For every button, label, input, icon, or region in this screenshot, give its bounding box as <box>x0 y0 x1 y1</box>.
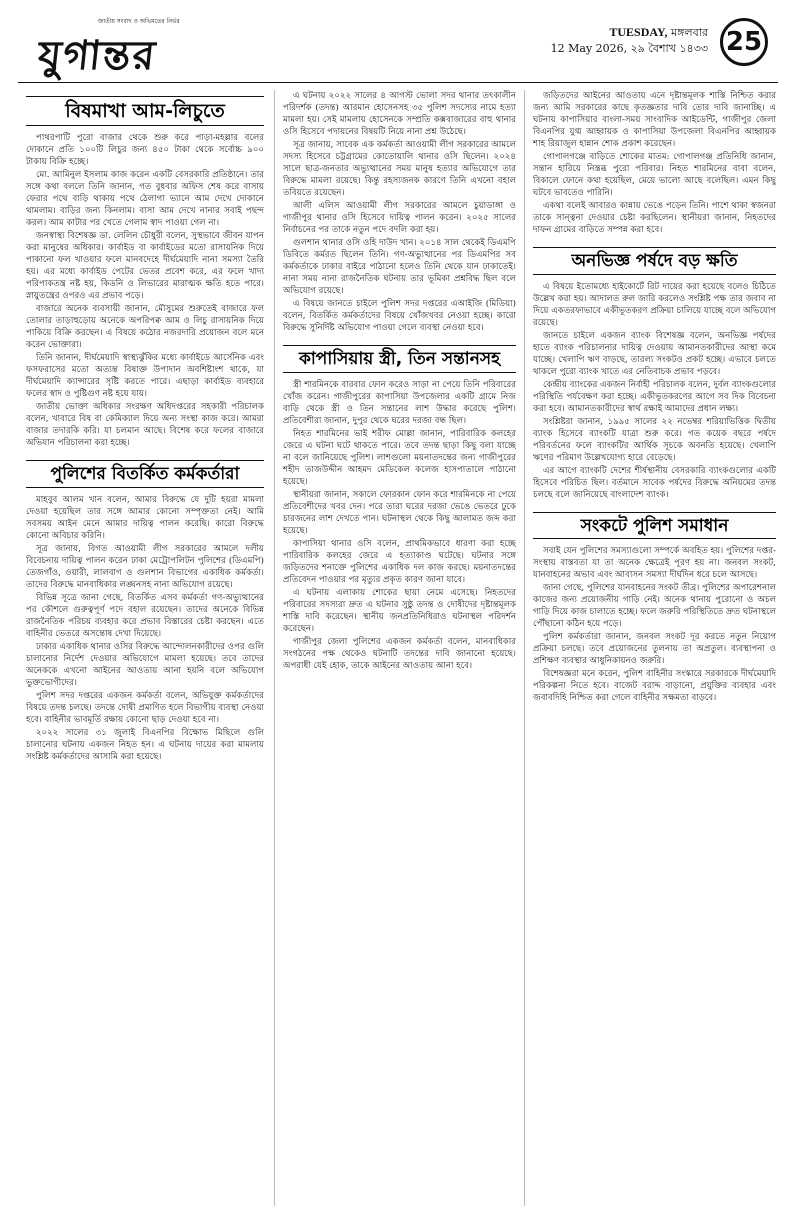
article-continued-body <box>283 90 516 334</box>
issue-date: 12 May 2026, ২৯ বৈশাখ ১৪৩৩ <box>550 42 708 55</box>
page-number-badge: 25 <box>720 18 768 66</box>
article-paragraph: স্ত্রী শারমিনকে বারবার ফোন করেও সাড়া না পেয়ে তিনি পরিবারের খোঁজ করেন। গাজীপুরের কাপাসিয়া উপজেলার একটি গ্রামে নিজ বাড়ি থেকে স্ত্রী ও তিন সন্তানের লাশ উদ্ধার করেছে পুলিশ। প্রতিবেশীরা জানান, দুপুর থেকে ঘরের দরজা বন্ধ ছিল। <box>283 379 516 426</box>
article-paragraph: নিহত শারমিনের ভাই শরীফ মোল্লা জানান, পারিবারিক কলহের জেরে এ ঘটনা ঘটে থাকতে পারে। তবে তদন্ত ছাড়া কিছু বলা যাচ্ছে না বলে জানিয়েছে পুলিশ। লাশগুলো ময়নাতদন্তের জন্য গাজীপুরের শহীদ তাজউদ্দীন আহমদ মেডিকেল কলেজ হাসপাতালে পাঠানো হয়েছে। <box>283 428 516 487</box>
article-paragraph: কেন্দ্রীয় ব্যাংকের একজন নির্বাহী পরিচালক বলেন, দুর্বল ব্যাংকগুলোর পরিস্থিতি পর্যবেক্ষণ করা হচ্ছে। একীভূতকরণের আগে সব দিক বিবেচনা করা হবে। আমানতকারীদের স্বার্থ রক্ষাই আমাদের প্রধান লক্ষ্য। <box>533 379 776 414</box>
article-paragraph: মো. আমিনুল ইসলাম কাজ করেন একটি বেসরকারি প্রতিষ্ঠানে। তার সঙ্গে কথা বললে তিনি জানান, গত বুধবার অফিস শেষ করে বাসায় ফেরার পথে বাড়ি থাকায় পথে ঠেলাগা ভ্যানে আম দেখে দোকানে থামলাম। বাড়ির জন্য কিনলাম। বাসা আম দেখে নানার সবাই পছন্দ করল। আম কাটার পর খেতে গেলাম স্বাদ পাওয়া গেল না। <box>26 169 264 228</box>
article-paragraph: পুলিশ কর্মকর্তারা জানান, জনবল সংকট দূর করতে নতুন নিয়োগ প্রক্রিয়া চলছে। তবে প্রয়োজনের তুলনায় তা অপ্রতুল। ব্যবস্থাপনা ও প্রশিক্ষণ ব্যবস্থার আধুনিকায়নও জরুরি। <box>533 632 776 667</box>
header-rule <box>18 82 778 83</box>
article-paragraph: পুলিশ সদর দপ্তরের একজন কর্মকর্তা বলেন, অভিযুক্ত কর্মকর্তাদের বিষয়ে তদন্ত চলছে। তদন্তে দোষী প্রমাণিত হলে বিভাগীয় ব্যবস্থা নেওয়া হবে। বাহিনীর ভাবমূর্তি রক্ষায় কোনো ছাড় দেওয়া হবে না। <box>26 690 264 725</box>
article-kapasia-body <box>283 379 516 672</box>
article-paragraph: এ ঘটনায় এলাকায় শোকের ছায়া নেমে এসেছে। নিহতদের পরিবারের সদস্যরা দ্রুত এ ঘটনার সুষ্ঠু তদন্ত ও দোষীদের দৃষ্টান্তমূলক শাস্তি দাবি করেছেন। স্থানীয় জনপ্রতিনিধিরাও ঘটনাস্থল পরিদর্শন করেছেন। <box>283 587 516 634</box>
logo-wordmark: যুগান্তর <box>35 33 160 79</box>
article-paragraph: পাথরপাটি পুরো বাজার থেকে শুরু করে পাড়া-মহল্লার বলের দোকানে প্রতি ১০০টি লিচুর জন্য ৪৫০ টাকা থেকে সর্বোচ্চ ৯০০ টাকায় বিক্রি হচ্ছে। <box>26 132 264 167</box>
article-inexperienced-board-body <box>533 281 776 501</box>
article-paragraph: সূত্র জানায়, সাবেক এক কর্মকর্তা আওয়ামী লীগ সরকারের আমলে সদস্য হিসেবে চট্টগ্রামের কোতোয়ালি থানার ওসি ছিলেন। ২০২৪ সালে ছাত্র-জনতার অভ্যুত্থানের সময় মানুষ হত্যার অভিযোগে তার বিরুদ্ধে মামলা রয়েছে। কিন্তু রহস্যজনক কারণে তিনি এখনো বহাল তবিয়তে রয়েছেন। <box>283 140 516 198</box>
article-paragraph: এ ঘটনায় ২০২২ সালের ৪ আগস্ট ভোলা সদর থানার তৎকালীন পরিদর্শক (তদন্ত) আরমান হোসেনসহ ৩৫ পুলিশ সদস্যের নামে হত্যা মামলা হয়। সেই মামলায় হোসেনকে সম্প্রতি কক্সবাজারের বাহু থানার ওসি হিসেবে পদায়নের বিষয়টি নিয়ে নানা প্রশ্ন উঠেছে। <box>283 91 516 137</box>
article-paragraph: একথা বলেই আবারও কান্নায় ভেঙে পড়েন তিনি। পাশে থাকা স্বজনরা তাকে সান্ত্বনা দেওয়ার চেষ্টা করছিলেন। স্থানীয়রা জানান, নিহতদের দাফন গ্রামের বাড়িতে সম্পন্ন করা হবে। <box>533 201 776 235</box>
article-police-officers-body <box>26 494 264 763</box>
article-paragraph: জড়িতদের আইনের আওতায় এনে দৃষ্টান্তমূলক শাস্তি নিশ্চিত করার জন্য আমি সরকারের কাছে কৃতজ্ঞতার দাবি তোর দাবি জানাচ্ছি। এ ঘটনায় কাপাসিয়ার বাংলা-সময় সাংবাদিক আইডেন্টি, গাজীপুর জেলা বিএনপির যুগ্ম আহ্বায়ক ও কাপাসিয়া উপজেলা বিএনপির আহ্বায়ক শাহ রিয়াজুল হান্নান শোক প্রকাশ করেছেন। <box>533 91 776 149</box>
headline-inexperienced-board[interactable]: অনভিজ্ঞ পর্ষদে বড় ক্ষতি <box>533 247 776 275</box>
article-paragraph: আলী এলিস আওয়ামী লীগ সরকারের আমলে চুয়াডাঙ্গা ও গাজীপুর থানার ওসি হিসেবে দায়িত্ব পালন করেন। ২০২৫ সালের নির্বাচনের পর তাকে নতুন পদে বদলি করা হয়। <box>283 201 516 235</box>
article-paragraph: স্থানীয়রা জানান, সকালে ফোরকান ফোন করে শারমিনকে না পেয়ে প্রতিবেশীদের খবর দেন। পরে তারা ঘরের দরজা ভেঙে ভেতরে ঢুকে চারজনের লাশ দেখতে পান। ঘটনাস্থল থেকে কিছু আলামত জব্দ করা হয়েছে। <box>283 489 516 536</box>
article-paragraph: জাতীয় ভোক্তা অধিকার সংরক্ষণ অধিদপ্তরের সহকারী পরিচালক বলেন, খাবারে বিষ বা কেমিক্যাল দিয়ে অন্য সংস্থা কাজ করে। আমরা বাজার তদারকি করি। যা চলমান আছে। বিশেষ করে ফলের বাজারে অভিযান পরিচালনা করা হচ্ছে। <box>26 401 264 448</box>
day-english: TUESDAY, <box>609 25 668 39</box>
masthead <box>18 14 778 79</box>
article-paragraph: জানা গেছে, পুলিশের যানবাহনের সংকট তীব্র। পুলিশের অপারেশনাল কাজের জন্য প্রয়োজনীয় গাড়ি নেই। অনেক থানায় পুরোনো ও অচল গাড়ি দিয়ে কাজ চালাতে হচ্ছে। ফলে জরুরি পরিস্থিতিতে দ্রুত ঘটনাস্থলে পৌঁছানো কঠিন হয়ে পড়ে। <box>533 583 776 630</box>
article-paragraph: ২০২২ সালের ৩১ জুলাই বিএনপির বিক্ষোভ মিছিলে গুলি চালানোর ঘটনায় একজন নিহত হন। এ ঘটনায় দায়ের করা মামলায় সংশ্লিষ্ট কর্মকর্তাদের আসামি করা হয়েছে। <box>26 727 264 762</box>
column-2 <box>274 90 516 1206</box>
article-paragraph: সূত্র জানায়, বিগত আওয়ামী লীগ সরকারের আমলে দলীয় বিবেচনায় দায়িত্ব পালন করেন ঢাকা মেট্রোপলিটন পুলিশের (ডিএমপি) তেজগাঁও, ওয়ারী, লালবাগ ও গুলশান বিভাগের একাধিক কর্মকর্তা। তাদের বিরুদ্ধে মানবাধিকার লঙ্ঘনসহ নানা অভিযোগ রয়েছে। <box>26 543 264 590</box>
article-paragraph: গাজীপুর জেলা পুলিশের একজন কর্মকর্তা বলেন, মানবাধিকার সংগঠনের পক্ষ থেকেও ঘটনাটি তদন্তের দাবি জানানো হয়েছে। অপরাধী যেই হোক, তাকে আইনের আওতায় আনা হবে। <box>283 636 516 671</box>
article-paragraph: বিভিন্ন সূত্রে জানা গেছে, বিতর্কিত এসব কর্মকর্তা গণ-অভ্যুত্থানের পর কৌশলে গুরুত্বপূর্ণ পদে বহাল রয়েছেন। তাদের অনেকে বিভিন্ন রাজনৈতিক পরিচয় ব্যবহার করে প্রভাব বিস্তারের চেষ্টা করছেন। এতে বাহিনীর ভেতরে অসন্তোষ দেখা দিয়েছে। <box>26 592 264 639</box>
headline-mango-litchi[interactable]: বিষমাখা আম-লিচুতে <box>26 96 264 126</box>
article-paragraph: সংশ্লিষ্টরা জানান, ১৯৯৫ সালের ২২ নভেম্বর শরিয়াভিত্তিক দ্বিতীয় ব্যাংক হিসেবে ব্যাংকটি যাত্রা শুরু করে। গত কয়েক বছরে পর্ষদে পরিবর্তনের ফলে ব্যাংকটির আর্থিক সূচকে অবনতি হয়েছে। খেলাপি ঋণের পরিমাণ উল্লেখযোগ্য হারে বেড়েছে। <box>533 416 776 463</box>
article-paragraph: ঢাকার একাধিক থানার ওসির বিরুদ্ধে আন্দোলনকারীদের ওপর গুলি চালানোর নির্দেশ দেওয়ার অভিযোগে মামলা হয়েছে। তবে তাদের অনেককে এখনো আইনের আওতায় আনা হয়নি বলে অভিযোগ ভুক্তভোগীদের। <box>26 641 264 688</box>
article-paragraph: মাহবুব আলম খান বলেন, আমার বিরুদ্ধে যে দুটি হয়রা মামলা দেওয়া হয়েছিল তার সঙ্গে আমার কোনো সম্পৃক্ততা নেই। আমি সবসময় আইন মেনে আমার দায়িত্ব পালন করেছি। কারো বিরুদ্ধে কোনো অবিচার করিনি। <box>26 494 264 541</box>
article-paragraph: বিশেষজ্ঞরা মনে করেন, পুলিশ বাহিনীর সংস্কারে সরকারকে দীর্ঘমেয়াদি পরিকল্পনা নিতে হবে। বাজেট বরাদ্দ বাড়ানো, প্রযুক্তির ব্যবহার এবং জবাবদিহি নিশ্চিত করা গেলে বাহিনীর সক্ষমতা বাড়বে। <box>533 669 776 704</box>
headline-police-crisis[interactable]: সংকটে পুলিশ সমাধান <box>533 512 776 540</box>
article-paragraph: এ বিষয়ে জানতে চাইলে পুলিশ সদর দপ্তরের এআইজি (মিডিয়া) বলেন, বিতর্কিত কর্মকর্তাদের বিষয়ে খোঁজখবর নেওয়া হচ্ছে। কারো বিরুদ্ধে সুনির্দিষ্ট অভিযোগ পাওয়া গেলে ব্যবস্থা নেওয়া হবে। <box>283 299 516 333</box>
column-1 <box>26 90 264 1206</box>
headline-police-officers[interactable]: পুলিশের বিতর্কিত কর্মকর্তারা <box>26 460 264 488</box>
article-paragraph: এ বিষয়ে ইতোমধ্যে হাইকোর্টে রিট দায়ের করা হয়েছে বলেও চিঠিতে উল্লেখ করা হয়। আদালত রুল জারি করলেও সংশ্লিষ্ট পক্ষ তার জবাব না দিয়ে একতরফাভাবে একীভূতকরণ প্রক্রিয়া চালিয়ে যাচ্ছে বলে অভিযোগ রয়েছে। <box>533 281 776 328</box>
article-paragraph: জনস্বাস্থ্য বিশেষজ্ঞ ডা. লেলিন চৌধুরী বলেন, সুস্থভাবে জীবন যাপন করা মানুষের অধিকার। কার্বাইড বা কার্বাইডের মতো রাসায়নিক দিয়ে পাকানো ফল খাওয়ার ফলে মানবদেহে দীর্ঘমেয়াদি নানা সমস্যা তৈরি হয়। এর মধ্যে কার্বাইড পেটের ভেতর প্রবেশ করে, এর ফলে খাদ্য পরিপাকতন্ত্র নষ্ট হয়, কিডনি ও লিভারের মারাত্মক ক্ষতি হতে পারে। স্নায়ুতন্ত্রের ওপরও এর প্রভাব পড়ে। <box>26 230 264 301</box>
article-paragraph: গোপালগঞ্জে বাড়িতে শোকের মাতম: গোপালগঞ্জ প্রতিনিধি জানান, সন্তান হারিয়ে নিস্তব্ধ পুরো পরিবার। নিহত শারমিনের বাবা বলেন, বিকালে ফোনে কথা হয়েছিল, মেয়ে ভালো আছে বলেছিল। এমন কিছু ঘটবে ভাবতেও পারিনি। <box>533 152 776 198</box>
column-3 <box>524 90 776 1206</box>
date-block <box>551 24 708 57</box>
day-bangla: মঙ্গলবার <box>671 26 708 39</box>
article-paragraph: এর আগে ব্যাংকটি দেশের শীর্ষস্থানীয় বেসরকারি ব্যাংকগুলোর একটি হিসেবে পরিচিত ছিল। বর্তমানে সাবেক পর্ষদের বিরুদ্ধে অনিয়মের তদন্ত চলছে বলে জানিয়েছে বাংলাদেশ ব্যাংক। <box>533 465 776 500</box>
newspaper-logo <box>28 14 228 79</box>
logo-tagline: জাতীয় সংবাদ ও অভিমতের নির্ভর <box>98 18 180 25</box>
article-paragraph: তিনি জানান, দীর্ঘমেয়াদি স্বাস্থ্যঝুঁকির মধ্যে কার্বাইডে আর্সেনিক এবং ফসফরাসের মতো অত্যন্ত বিষাক্ত উপাদান অবশিষ্টাংশ থাকে, যা দীর্ঘমেয়াদি ক্যান্সারের সৃষ্টি করতে পারে। এছাড়া কার্বাইড ব্যবহারে ফলের স্বাদ ও পুষ্টিগুণ নষ্ট হয়ে যায়। <box>26 352 264 399</box>
article-kapasia-continued-body <box>533 90 776 236</box>
article-mango-litchi-body <box>26 132 264 449</box>
article-paragraph: সবাই যেন পুলিশের সমস্যাগুলো সম্পর্কে অবহিত হয়। পুলিশের দপ্তর-সংস্থায় বাস্তবতা যা তা অনেক ক্ষেত্রেই পূরণ হয় না। জনবল সংকট, যানবাহনের অভাব এবং আবাসন সমস্যা দীর্ঘদিন ধরে চলে আসছে। <box>533 546 776 581</box>
article-paragraph: কাপাসিয়া থানার ওসি বলেন, প্রাথমিকভাবে ধারণা করা হচ্ছে পারিবারিক কলহের জেরে এ হত্যাকাণ্ড ঘটেছে। ঘটনার সঙ্গে জড়িতদের শনাক্তে পুলিশের একাধিক দল কাজ করছে। ময়নাতদন্তের প্রতিবেদন পাওয়ার পর মৃত্যুর প্রকৃত কারণ জানা যাবে। <box>283 538 516 585</box>
article-paragraph: জানতে চাইলে একজন ব্যাংক বিশেষজ্ঞ বলেন, অনভিজ্ঞ পর্ষদের হাতে ব্যাংক পরিচালনার দায়িত্ব দেওয়ায় আমানতকারীদের আস্থা কমে যাচ্ছে। খেলাপি ঋণ বাড়ছে, তারল্য সংকটও প্রকট হচ্ছে। এভাবে চলতে থাকলে পুরো ব্যাংক খাতে এর নেতিবাচক প্রভাব পড়বে। <box>533 330 776 377</box>
article-paragraph: বাজারে অনেক ব্যবসায়ী জানান, মৌসুমের শুরুতেই বাজারে ফল তোলার তাড়াহুড়োয় অনেকে অপরিপক্ব আম ও লিচু রাসায়নিক দিয়ে পাকিয়ে বিক্রি করছেন। এ বিষয়ে কঠোর নজরদারি প্রয়োজন বলে মনে করেন ভোক্তারা। <box>26 303 264 350</box>
headline-kapasia[interactable]: কাপাসিয়ায় স্ত্রী, তিন সন্তানসহ <box>283 345 516 373</box>
article-paragraph: গুলশান থানার ওসি ওহি দাউদ খান। ২০১৪ সাল থেকেই ডিএমপি ডিবিতে কর্মরত ছিলেন তিনি। গণ-অভ্যুত্থানের পর ডিএমপির সব কর্মকর্তাকে ঢাকার বাইরে পাঠানো হলেও তিনি থেকে যান ঢাকাতেই। নানা সময় নানা রাজনৈতিক ঘটনায় তার ভূমিকা প্রশ্নবিদ্ধ ছিল বলে অভিযোগ রয়েছে। <box>283 238 516 296</box>
article-police-crisis-body <box>533 545 776 704</box>
